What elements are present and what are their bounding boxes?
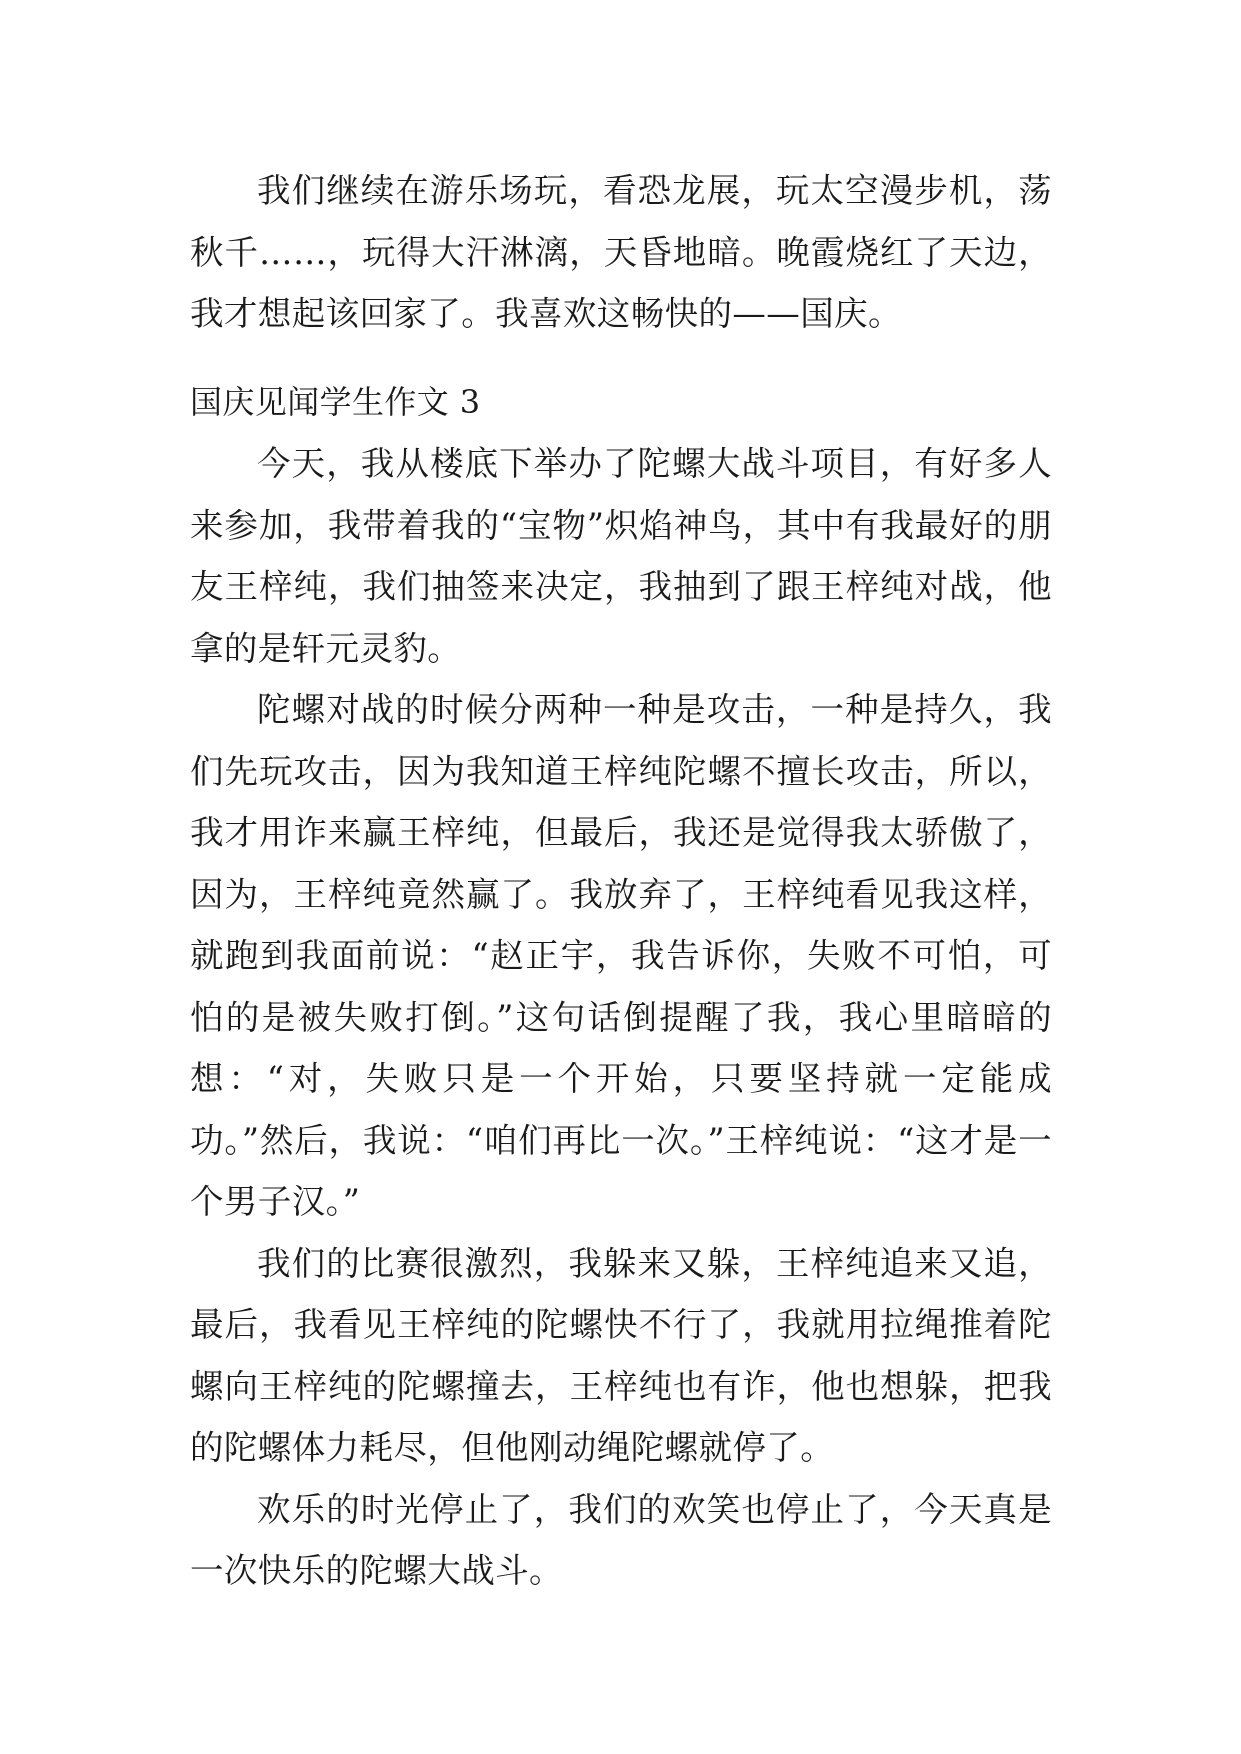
intro-paragraph: 我们继续在游乐场玩，看恐龙展，玩太空漫步机，荡秋千……，玩得大汗淋漓，天昏地暗。晚霞烧红了天边，我才想起该回家了。我喜欢这畅快的——国庆。 <box>190 171 1052 333</box>
paragraph: 我们的比赛很激烈，我躲来又躲，王梓纯追来又追，最后，我看见王梓纯的陀螺快不行了，我就用拉绳推着陀螺向王梓纯的陀螺撞去，王梓纯也有诈，他也想躲，把我的陀螺体力耗尽，但他刚动绳陀螺就停了。 <box>190 1243 1052 1467</box>
paragraph: 陀螺对战的时候分两种一种是攻击，一种是持久，我们先玩攻击，因为我知道王梓纯陀螺不擅长攻击，所以，我才用诈来赢王梓纯，但最后，我还是觉得我太骄傲了，因为，王梓纯竟然赢了。我放弃了，王梓纯看见我这样，就跑到我面前说：“赵正宇，我告诉你，失败不可怕，可怕的是被失败打倒。”这句话倒提醒了我，我心里暗暗的想：“对，失败只是一个开始，只要坚持就一定能成功。”然后，我说：“咱们再比一次。”王梓纯说：“这才是一个男子汉。” <box>190 690 1052 1221</box>
section-title: 国庆见闻学生作文 3 <box>190 382 481 421</box>
paragraph: 欢乐的时光停止了，我们的欢笑也停止了，今天真是一次快乐的陀螺大战斗。 <box>190 1489 1052 1590</box>
paragraph: 今天，我从楼底下举办了陀螺大战斗项目，有好多人来参加，我带着我的“宝物”炽焰神鸟，其中有我最好的朋友王梓纯，我们抽签来决定，我抽到了跟王梓纯对战，他拿的是轩元灵豹。 <box>190 444 1052 668</box>
document-body <box>190 160 1052 1602</box>
